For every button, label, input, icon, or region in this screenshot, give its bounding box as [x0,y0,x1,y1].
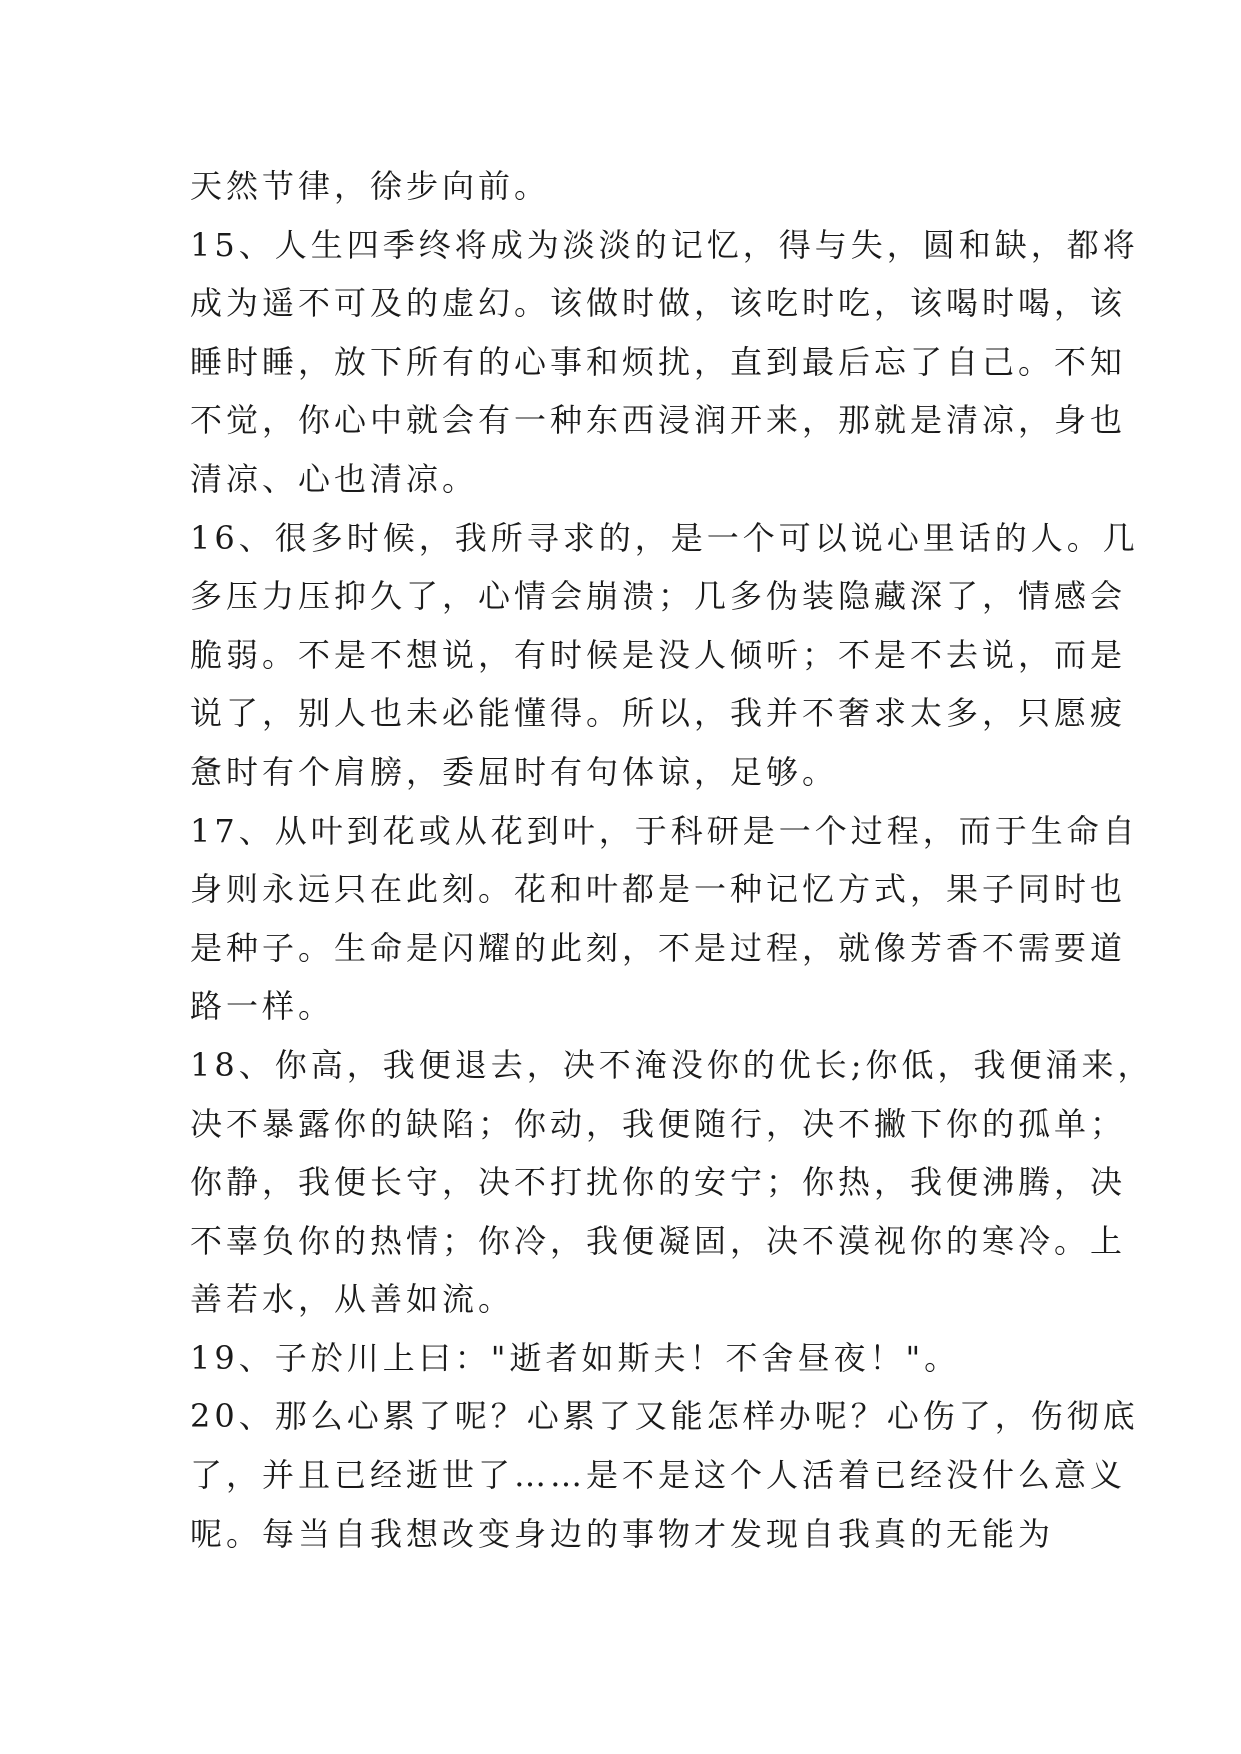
text-line: 不觉，你心中就会有一种东西浸润开来，那就是清凉，身也 [190,401,1127,440]
text-line: 决不暴露你的缺陷；你动，我便随行，决不撇下你的孤单； [190,1104,1127,1143]
text-line: 是种子。生命是闪耀的此刻，不是过程，就像芳香不需要道 [190,928,1127,967]
text-line: 说了，别人也未必能懂得。所以，我并不奢求太多，只愿疲 [190,694,1127,733]
text-line: 天然节律，徐步向前。 [190,167,551,205]
text-line: 惫时有个肩膀，委屈时有句体谅，足够。 [190,752,839,791]
text-line: 19、子於川上曰："逝者如斯夫！不舍昼夜！"。 [190,1338,961,1377]
text-line: 清凉、心也清凉。 [190,459,479,498]
text-line: 18、你高，我便退去，决不淹没你的优长;你低，我便涌来， [190,1045,1154,1084]
text-line: 睡时睡，放下所有的心事和烦扰，直到最后忘了自己。不知 [190,342,1127,381]
text-line: 路一样。 [190,987,335,1026]
text-line: 善若水，从善如流。 [190,1280,515,1319]
text-line: 身则永远只在此刻。花和叶都是一种记忆方式，果子同时也 [190,870,1127,909]
text-line: 了，并且已经逝世了……是不是这个人活着已经没什么意义 [190,1456,1127,1495]
text-line: 你静，我便长守，决不打扰你的安宁；你热，我便沸腾，决 [190,1163,1127,1202]
text-line: 脆弱。不是不想说，有时候是没人倾听；不是不去说，而是 [190,635,1127,674]
text-line: 呢。每当自我想改变身边的事物才发现自我真的无能为 [190,1514,1055,1553]
text-line: 成为遥不可及的虚幻。该做时做，该吃时吃，该喝时喝，该 [190,284,1127,323]
body-text [190,157,1154,1563]
text-line: 20、那么心累了呢？心累了又能怎样办呢？心伤了，伤彻底 [190,1397,1139,1436]
text-line: 16、很多时候，我所寻求的，是一个可以说心里话的人。几 [190,518,1139,557]
text-line: 17、从叶到花或从花到叶，于科研是一个过程，而于生命自 [190,811,1139,850]
text-line: 不辜负你的热情；你冷，我便凝固，决不漠视你的寒冷。上 [190,1221,1127,1260]
text-line: 15、人生四季终将成为淡淡的记忆，得与失，圆和缺，都将 [190,225,1139,264]
text-line: 多压力压抑久了，心情会崩溃；几多伪装隐藏深了，情感会 [190,577,1127,616]
